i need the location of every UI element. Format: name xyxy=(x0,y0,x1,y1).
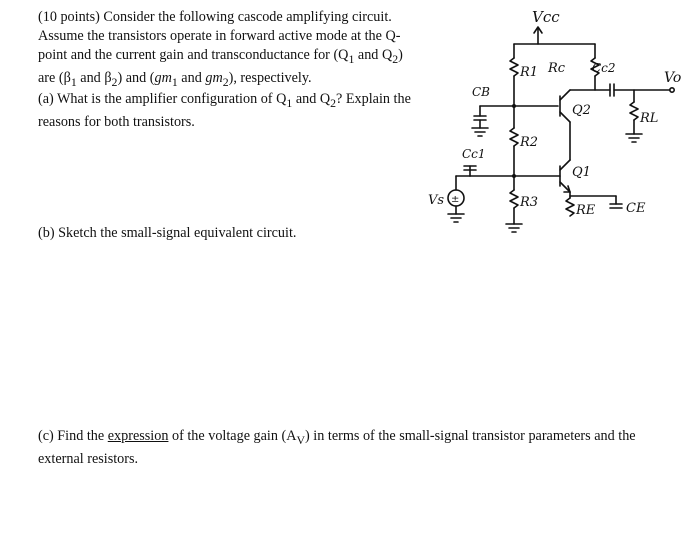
cc2-label: Cc2 xyxy=(592,61,616,75)
re-resistor xyxy=(566,198,574,216)
r1-label: R1 xyxy=(520,65,539,80)
rl-label: RL xyxy=(640,111,659,126)
question-c: (c) Find the expression of the voltage gain $(A_V)$ in terms of the small-signal transistor parameters and the external resistors. xyxy=(38,428,636,467)
question-a: (a) What is the amplifier configuration of $Q_1$ and $Q_2$? Explain the reasons for both transistors. xyxy=(38,91,411,130)
output-terminal xyxy=(670,88,674,92)
vs-polarity: ± xyxy=(451,194,460,205)
r3-label: R3 xyxy=(520,195,539,210)
question-b: (b) Sketch the small-signal equivalent circuit. xyxy=(38,225,297,241)
cascode-circuit-diagram xyxy=(420,0,700,250)
ce-label: CE xyxy=(626,201,646,216)
r2-label: R2 xyxy=(520,135,539,150)
q2-emitter xyxy=(560,112,570,122)
r3-resistor xyxy=(510,190,518,208)
vo-label: Vo xyxy=(664,70,682,86)
cb-label: CB xyxy=(472,85,490,99)
q2-collector xyxy=(560,90,570,100)
q1-collector xyxy=(560,160,570,170)
r2-resistor xyxy=(510,128,518,146)
q2-label: Q2 xyxy=(572,103,591,118)
q1-label: Q1 xyxy=(572,165,591,180)
problem-intro: (10 points) Consider the following cascode amplifying circuit. Assume the transistors operate in forward active mode at the Q-point and the current gain and transconductance for ($Q_1$ and $Q_2$) are ($\beta_1$ and $\beta_2$) and ($gm_1$ and $gm_2$), respectively. xyxy=(38,9,403,89)
cc1-label: Cc1 xyxy=(462,147,486,161)
r1-resistor xyxy=(510,58,518,76)
re-label: RE xyxy=(576,203,596,218)
rc-label: Rc xyxy=(548,61,566,76)
rl-resistor xyxy=(630,102,638,120)
vs-label: Vs xyxy=(428,193,445,208)
vcc-label: Vcc xyxy=(532,8,560,26)
